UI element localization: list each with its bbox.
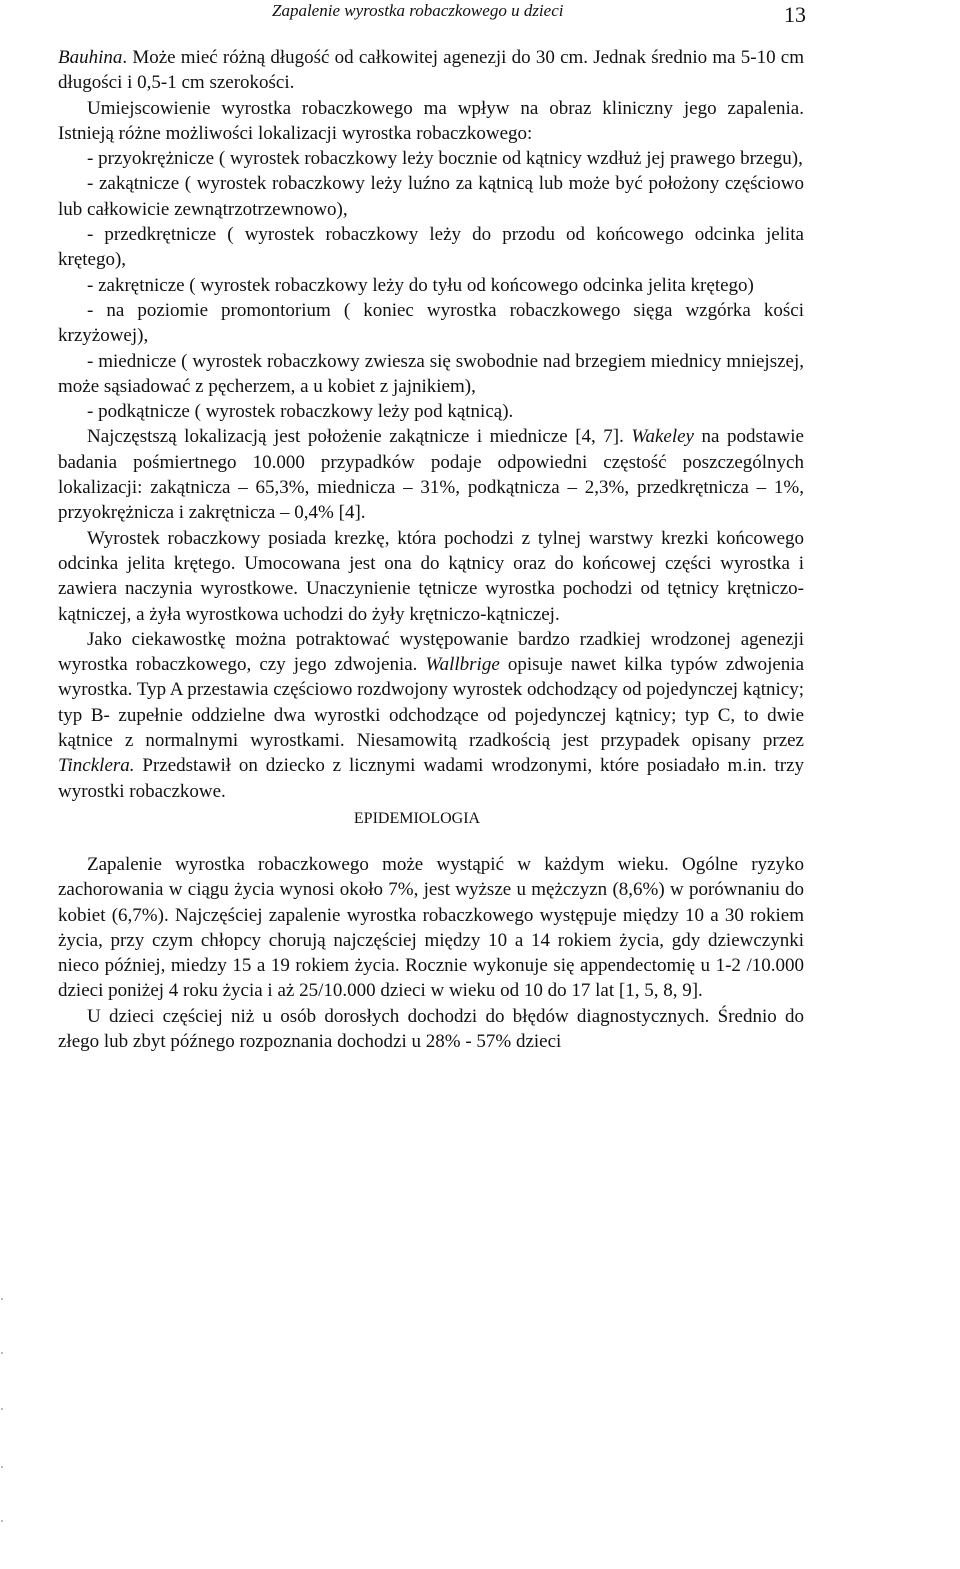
page-number: 13 — [784, 2, 806, 27]
list-item: - przedkrętnicze ( wyrostek robaczkowy leży do przodu od końcowego odcinka jelita krętego), — [58, 224, 804, 271]
paragraph-text: na podstawie badania pośmiertnego 10.000 przypadków podaje odpowiedni częstość poszczególnych lokalizacji: zakątnicza – 65,3%, miednicza – 31%, podkątnicza – 2,3%, przedkrętnicza – 1%, przyokrężnicza i zakrętnicza – 0,4% [4]. — [58, 426, 804, 524]
scan-speck — [1, 1466, 3, 1468]
paragraph-text: opisuje nawet kilka typów zdwojenia wyrostka. Typ A przestawia częściowo rozdwojony wyrostek odchodzący od pojedynczej kątnicy; typ B- zupełnie oddzielne dwa wyrostki odchodzące od pojedynczej kątnicy; typ C, to dwie kątnice z normalnymi wyrostkami. Niesamowitą rzadkością jest przypadek opisany przez — [58, 654, 804, 752]
paragraph — [58, 424, 804, 525]
location-list — [58, 146, 804, 424]
italic-name: Wallbrige — [425, 654, 500, 676]
paragraph — [58, 45, 804, 96]
italic-name: Wakeley — [631, 426, 694, 448]
paragraph — [58, 627, 804, 804]
scan-speck — [1, 1408, 3, 1410]
list-item: - podkątnicze ( wyrostek robaczkowy leży pod kątnicą). — [87, 401, 514, 423]
paragraph-text: Przedstawił on dziecko z licznymi wadami wrodzonymi, które posiadało m.in. trzy wyrostki robaczkowe. — [58, 755, 804, 802]
document-body — [58, 45, 804, 1054]
list-item: - zakrętnicze ( wyrostek robaczkowy leży do tyłu od końcowego odcinka jelita krętego) — [87, 274, 754, 296]
scan-speck — [1, 1298, 3, 1300]
paragraph: U dzieci częściej niż u osób dorosłych dochodzi do błędów diagnostycznych. Średnio do złego lub zbyt późnego rozpoznania dochodzi u 28% - 57% dzieci — [58, 1005, 804, 1052]
running-title: Zapalenie wyrostka robaczkowego u dzieci — [272, 1, 564, 20]
paragraph: Umiejscowienie wyrostka robaczkowego ma wpływ na obraz kliniczny jego zapalenia. Istnieją różne możliwości lokalizacji wyrostka robaczkowego: — [58, 97, 804, 144]
page-header — [0, 0, 960, 30]
scan-speck — [1, 1352, 3, 1354]
list-item: - zakątnicze ( wyrostek robaczkowy leży luźno za kątnicą lub może być położony częściowo lub całkowicie zewnątrzotrzewnowo), — [58, 173, 804, 220]
italic-name: Tincklera. — [58, 755, 135, 777]
paragraph: Wyrostek robaczkowy posiada krezkę, która pochodzi z tylnej warstwy krezki końcowego odcinka jelita krętego. Umocowana jest ona do kątnicy oraz do końcowej części wyrostka i zawiera naczynia wyrostkowe. Unaczynienie tętnicze wyrostka pochodzi od tętnicy krętniczo-kątniczej, a żyła wyrostkowa uchodzi do żyły krętniczo-kątniczej. — [58, 527, 804, 625]
list-item: - przyokrężnicze ( wyrostek robaczkowy leży bocznie od kątnicy wzdłuż jej prawego brzegu), — [87, 148, 803, 170]
paragraph: Zapalenie wyrostka robaczkowego może wystąpić w każdym wieku. Ogólne ryzyko zachorowania w ciągu życia wynosi około 7%, jest wyższe u mężczyzn (8,6%) w porównaniu do kobiet (6,7%). Najczęściej zapalenie wyrostka robaczkowego występuje między 10 a 30 rokiem życia, przy czym chłopcy chorują najczęściej między 10 a 14 rokiem życia, gdy dziewczynki nieco później, miedzy 15 a 19 rokiem życia. Rocznie wykonuje się appendectomię u 1-2 /10.000 dzieci poniżej 4 roku życia i aż 25/10.000 dzieci w wieku od 10 do 17 lat [1, 5, 8, 9]. — [58, 853, 804, 1002]
scan-speck — [1, 1520, 3, 1522]
paragraph-text: . Może mieć różną długość od całkowitej agenezji do 30 cm. Jednak średnio ma 5-10 cm długości i 0,5-1 cm szerokości. — [58, 47, 804, 94]
italic-name: Bauhina — [58, 47, 123, 68]
list-item: - miednicze ( wyrostek robaczkowy zwiesza się swobodnie nad brzegiem miednicy mniejszej, może sąsiadować z pęcherzem, a u kobiet z jajnikiem), — [58, 350, 804, 397]
paragraph-text: Jako ciekawostkę można potraktować występowanie bardzo rzadkiej wrodzonej agenezji wyrostka robaczkowego, czy jego zdwojenia. — [58, 628, 804, 676]
paragraph-text: Najczęstszą lokalizacją jest położenie zakątnicze i miednicze [4, 7]. — [87, 426, 632, 448]
section-heading: EPIDEMIOLOGIA — [353, 809, 481, 827]
list-item: - na poziomie promontorium ( koniec wyrostka robaczkowego sięga wzgórka kości krzyżowej), — [58, 299, 804, 347]
